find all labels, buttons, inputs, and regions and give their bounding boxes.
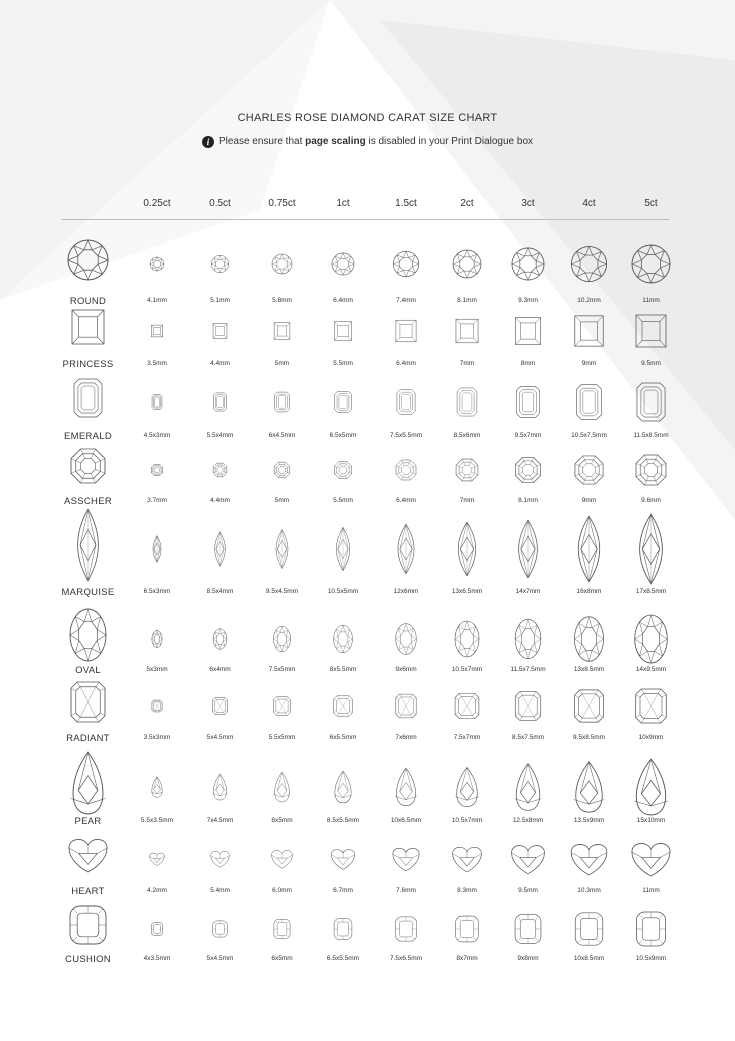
princess-gem-1ct xyxy=(334,322,351,341)
size-label: 8x5mm xyxy=(271,817,293,824)
info-icon: i xyxy=(202,136,214,148)
size-label: 16x8mm xyxy=(576,588,602,595)
size-label: 6.4mm xyxy=(396,360,416,367)
princess-gem-0-75ct xyxy=(274,323,290,340)
heart-gem-5ct xyxy=(632,843,670,876)
size-label: 7x6mm xyxy=(395,734,417,741)
heart-gem-1-5ct xyxy=(393,848,419,870)
asscher-gem-5ct xyxy=(636,455,666,485)
marquise-diamond-icon xyxy=(78,509,99,581)
shape-name-princess: PRINCESS xyxy=(62,359,114,370)
round-gem-0-75ct xyxy=(272,254,292,274)
round-gem-3ct xyxy=(512,248,544,280)
size-label: 5mm xyxy=(274,360,290,367)
oval-gem-1ct xyxy=(334,625,353,652)
emerald-gem-1-5ct xyxy=(397,390,415,415)
emerald-gem-3ct xyxy=(516,386,539,417)
size-label: 6x5.5mm xyxy=(329,734,357,741)
size-label: 5.4mm xyxy=(210,887,230,894)
round-gem-1-5ct xyxy=(393,251,419,277)
radiant-gem-2ct xyxy=(455,693,479,719)
princess-gem-1-5ct xyxy=(396,320,416,342)
oval-gem-0-25ct xyxy=(152,630,162,647)
shape-name-pear: PEAR xyxy=(74,816,102,827)
size-label: 14x7mm xyxy=(515,588,541,595)
asscher-gem-0-75ct xyxy=(274,462,290,478)
pear-gem-1ct xyxy=(334,771,352,803)
heart-diamond-icon xyxy=(69,839,107,872)
shape-name-round: ROUND xyxy=(69,296,107,307)
shape-name-emerald: EMERALD xyxy=(63,431,113,442)
size-label: 10x9mm xyxy=(638,734,664,741)
carat-header-0-25ct: 0.25ct xyxy=(143,198,171,209)
size-label: 9.5mm xyxy=(641,360,661,367)
size-label: 7.5x7mm xyxy=(453,734,481,741)
size-label: 8x7mm xyxy=(456,955,478,962)
size-label: 10x8.5mm xyxy=(573,955,605,962)
size-label: 8.5x5.5mm xyxy=(326,817,360,824)
size-label: 6.0mm xyxy=(272,887,292,894)
shape-name-oval: OVAL xyxy=(75,665,101,676)
heart-gem-4ct xyxy=(571,844,607,874)
pear-gem-2ct xyxy=(455,767,479,806)
size-label: 10x6.5mm xyxy=(390,817,422,824)
size-label: 5mm xyxy=(274,497,290,504)
size-label: 11mm xyxy=(642,887,660,894)
round-diamond-icon xyxy=(68,240,108,280)
pear-gem-5ct xyxy=(634,759,668,815)
size-label: 10.5x7mm xyxy=(451,666,483,673)
carat-header-4ct: 4ct xyxy=(582,198,596,209)
size-label: 7mm xyxy=(459,497,475,504)
size-label: 17x8.5mm xyxy=(635,588,667,595)
size-label: 8.5x6mm xyxy=(453,432,481,439)
pear-gem-1-5ct xyxy=(395,768,417,805)
size-label: 8.1mm xyxy=(518,497,538,504)
size-label: 4.2mm xyxy=(147,887,167,894)
cushion-diamond-icon xyxy=(70,906,106,944)
size-label: 7.6mm xyxy=(396,887,416,894)
radiant-gem-1ct xyxy=(334,696,353,716)
marquise-gem-0-5ct xyxy=(215,532,226,567)
radiant-gem-5ct xyxy=(636,689,667,723)
size-label: 6x4.5mm xyxy=(268,432,296,439)
cushion-gem-4ct xyxy=(575,913,603,945)
size-label: 13x8.5mm xyxy=(573,666,605,673)
size-label: 9.5x8.5mm xyxy=(572,734,606,741)
asscher-gem-1-5ct xyxy=(396,460,416,480)
cushion-gem-2ct xyxy=(456,916,479,942)
cushion-gem-1-5ct xyxy=(395,917,416,941)
size-label: 10.5x7mm xyxy=(451,817,483,824)
oval-gem-0-75ct xyxy=(273,626,290,652)
emerald-gem-0-25ct xyxy=(152,395,162,410)
emerald-gem-0-5ct xyxy=(213,393,226,411)
radiant-gem-0-25ct xyxy=(152,700,162,712)
oval-gem-3ct xyxy=(515,619,541,658)
marquise-gem-1ct xyxy=(336,527,349,570)
oval-gem-0-5ct xyxy=(213,629,227,650)
heart-gem-1ct xyxy=(331,850,354,870)
size-label: 6.5x5.5mm xyxy=(326,955,360,962)
princess-gem-3ct xyxy=(515,318,540,345)
cushion-gem-3ct xyxy=(515,914,541,943)
pear-gem-3ct xyxy=(515,764,542,811)
notice-text-start: Please ensure that xyxy=(218,136,306,147)
size-label: 7.4mm xyxy=(396,297,416,304)
size-label: 8mm xyxy=(520,360,536,367)
round-gem-2ct xyxy=(453,250,481,278)
size-label: 11.5x8.5mm xyxy=(633,432,669,439)
shape-name-asscher: ASSCHER xyxy=(63,496,113,507)
round-gem-4ct xyxy=(571,246,606,281)
size-label: 5.5x3.5mm xyxy=(140,817,174,824)
marquise-gem-2ct xyxy=(458,522,475,576)
cushion-gem-0-25ct xyxy=(151,923,162,936)
size-label: 6x4mm xyxy=(209,666,231,673)
size-label: 5.8mm xyxy=(272,297,292,304)
asscher-gem-4ct xyxy=(575,456,603,484)
pear-gem-4ct xyxy=(574,762,604,812)
size-label: 10.5x9mm xyxy=(635,955,667,962)
size-label: 6x5mm xyxy=(271,955,293,962)
size-label: 3.5mm xyxy=(147,360,167,367)
asscher-gem-0-5ct xyxy=(213,463,227,477)
marquise-gem-4ct xyxy=(578,516,599,582)
size-label: 8.1mm xyxy=(457,297,477,304)
size-label: 10.3mm xyxy=(577,887,601,894)
size-label: 9x6mm xyxy=(395,666,417,673)
carat-header-2ct: 2ct xyxy=(460,198,474,209)
size-label: 9.5x4.5mm xyxy=(265,588,299,595)
asscher-diamond-icon xyxy=(71,449,105,483)
size-label: 14x9.5mm xyxy=(635,666,667,673)
heart-gem-2ct xyxy=(453,847,482,872)
size-label: 9x8mm xyxy=(517,955,539,962)
size-label: 7x4.5mm xyxy=(206,817,234,824)
size-label: 8.5x4mm xyxy=(206,588,234,595)
round-gem-0-25ct xyxy=(150,257,164,271)
oval-diamond-icon xyxy=(70,609,106,661)
cushion-gem-0-75ct xyxy=(274,919,290,938)
size-label: 4.4mm xyxy=(210,360,230,367)
size-label: 4.5x3mm xyxy=(143,432,171,439)
marquise-gem-0-75ct xyxy=(276,529,288,568)
size-label: 6.4mm xyxy=(333,297,353,304)
emerald-gem-4ct xyxy=(577,385,602,420)
size-label: 3.5x3mm xyxy=(143,734,171,741)
marquise-gem-0-25ct xyxy=(153,536,161,563)
size-label: 6.7mm xyxy=(333,887,353,894)
oval-gem-1-5ct xyxy=(396,624,417,655)
size-label: 7.5x6.5mm xyxy=(389,955,423,962)
shape-name-radiant: RADIANT xyxy=(66,733,110,744)
size-label: 6.4mm xyxy=(396,497,416,504)
size-label: 9.6mm xyxy=(641,497,661,504)
size-label: 10.5x7.5mm xyxy=(571,432,607,439)
princess-gem-4ct xyxy=(575,316,603,346)
size-label: 5.1mm xyxy=(210,297,230,304)
carat-header-1ct: 1ct xyxy=(336,198,350,209)
princess-gem-2ct xyxy=(456,319,478,343)
size-label: 6.5x3mm xyxy=(143,588,171,595)
carat-header-0-75ct: 0.75ct xyxy=(268,198,296,209)
round-gem-1ct xyxy=(332,253,354,275)
heart-gem-0-5ct xyxy=(211,851,230,867)
cushion-gem-1ct xyxy=(334,918,352,939)
heart-gem-0-75ct xyxy=(272,851,293,869)
princess-diamond-icon xyxy=(72,310,104,344)
princess-gem-0-5ct xyxy=(213,324,227,339)
size-label: 9mm xyxy=(581,497,597,504)
oval-gem-4ct xyxy=(574,617,603,662)
size-label: 8.3mm xyxy=(457,887,477,894)
size-label: 4x3.5mm xyxy=(143,955,171,962)
pear-gem-0-25ct xyxy=(151,777,163,798)
radiant-gem-0-75ct xyxy=(274,697,291,716)
size-label: 4.4mm xyxy=(210,497,230,504)
heart-gem-3ct xyxy=(512,846,545,874)
asscher-gem-0-25ct xyxy=(151,464,163,476)
radiant-gem-4ct xyxy=(575,690,604,722)
carat-header-1-5ct: 1.5ct xyxy=(395,198,417,209)
princess-gem-5ct xyxy=(636,315,666,347)
size-label: 12.5x8mm xyxy=(512,817,544,824)
round-gem-5ct xyxy=(632,245,670,283)
size-label: 5.5x5mm xyxy=(268,734,296,741)
cushion-gem-5ct xyxy=(636,912,665,946)
size-label: 11mm xyxy=(642,297,660,304)
emerald-diamond-icon xyxy=(74,379,102,417)
radiant-gem-0-5ct xyxy=(212,698,227,715)
size-label: 9.5mm xyxy=(518,887,538,894)
size-label: 13x6.5mm xyxy=(451,588,483,595)
size-label: 9.5x7mm xyxy=(514,432,542,439)
size-label: 13.5x9mm xyxy=(573,817,605,824)
pear-diamond-icon xyxy=(71,752,105,814)
size-label: 5x3mm xyxy=(146,666,168,673)
radiant-diamond-icon xyxy=(71,682,105,722)
marquise-gem-5ct xyxy=(640,514,663,584)
size-label: 7.5x5mm xyxy=(268,666,296,673)
marquise-gem-3ct xyxy=(519,520,538,578)
heart-gem-0-25ct xyxy=(150,853,165,865)
size-label: 5.5mm xyxy=(333,497,353,504)
size-label: 6.5x5mm xyxy=(329,432,357,439)
radiant-gem-3ct xyxy=(515,692,541,721)
size-label: 10.2mm xyxy=(577,297,601,304)
emerald-gem-5ct xyxy=(637,383,665,421)
princess-gem-0-25ct xyxy=(151,325,162,337)
size-label: 3.7mm xyxy=(147,497,167,504)
carat-header-3ct: 3ct xyxy=(521,198,535,209)
cushion-gem-0-5ct xyxy=(213,921,228,937)
carat-header-0-5ct: 0.5ct xyxy=(209,198,231,209)
notice-text-bold: page scaling xyxy=(305,136,366,147)
size-label: 5.5x4mm xyxy=(206,432,234,439)
size-label: 11.5x7.5mm xyxy=(510,666,546,673)
size-label: 5x4.5mm xyxy=(206,955,234,962)
size-label: 8.5x7.5mm xyxy=(511,734,545,741)
emerald-gem-0-75ct xyxy=(275,392,290,412)
shape-name-heart: HEART xyxy=(71,886,105,897)
notice-text-end: is disabled in your Print Dialogue box xyxy=(365,136,534,147)
radiant-gem-1-5ct xyxy=(396,694,416,718)
size-label: 10.5x5mm xyxy=(327,588,359,595)
size-label: 5.5mm xyxy=(333,360,353,367)
size-label: 4.1mm xyxy=(147,297,167,304)
shape-name-marquise: MARQUISE xyxy=(61,587,115,598)
oval-gem-5ct xyxy=(635,615,668,663)
emerald-gem-2ct xyxy=(457,388,477,416)
round-gem-0-5ct xyxy=(211,255,229,273)
asscher-gem-1ct xyxy=(334,461,351,478)
oval-gem-2ct xyxy=(455,621,479,657)
pear-gem-0-5ct xyxy=(212,774,227,800)
page-title: CHARLES ROSE DIAMOND CARAT SIZE CHART xyxy=(237,112,498,124)
size-label: 5x4.5mm xyxy=(206,734,234,741)
asscher-gem-3ct xyxy=(515,457,540,482)
asscher-gem-2ct xyxy=(456,459,478,481)
pear-gem-0-75ct xyxy=(274,772,291,802)
size-label: 8x5.5mm xyxy=(329,666,357,673)
size-label: 7mm xyxy=(459,360,475,367)
shape-name-cushion: CUSHION xyxy=(65,954,111,965)
size-label: 7.5x5.5mm xyxy=(389,432,423,439)
emerald-gem-1ct xyxy=(335,391,352,412)
size-label: 12x6mm xyxy=(393,588,419,595)
carat-header-5ct: 5ct xyxy=(644,198,658,209)
marquise-gem-1-5ct xyxy=(398,524,414,573)
size-label: 9mm xyxy=(581,360,597,367)
size-label: 9.3mm xyxy=(518,297,538,304)
size-label: 15x10mm xyxy=(636,817,666,824)
